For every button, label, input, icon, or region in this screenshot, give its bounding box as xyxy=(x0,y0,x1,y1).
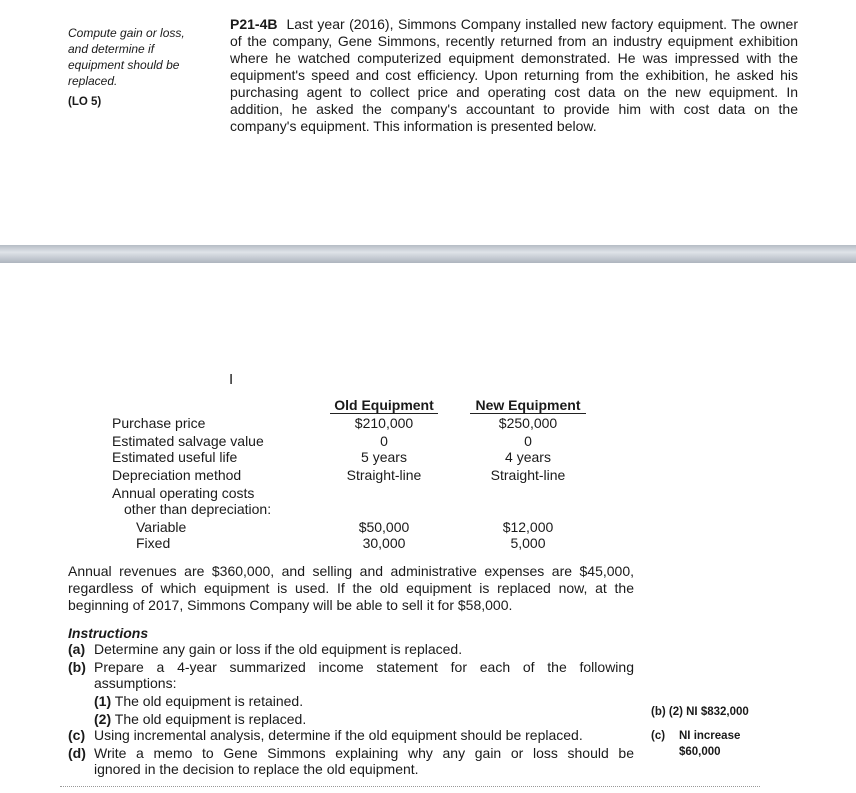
instructions-title: Instructions xyxy=(68,625,149,641)
new-value: $12,000 xyxy=(502,519,554,535)
new-value: 5,000 xyxy=(510,535,546,551)
new-value: Straight-line xyxy=(490,467,566,483)
instruction-tag: (a) xyxy=(68,641,86,657)
new-value: 4 years xyxy=(505,449,551,465)
old-value: $210,000 xyxy=(354,415,414,431)
old-value: Straight-line xyxy=(346,467,422,483)
instruction-tag: (1) xyxy=(94,693,112,709)
instruction-text: Prepare a 4-year summarized income statement for each of the following xyxy=(94,659,634,675)
instruction-text: Write a memo to Gene Simmons explaining why any gain or loss should be xyxy=(94,745,634,761)
row-label: Fixed xyxy=(136,535,171,551)
instruction-c xyxy=(68,727,583,744)
instruction-text: The old equipment is replaced. xyxy=(114,711,307,727)
old-value: 30,000 xyxy=(362,535,406,551)
old-equipment-header: Old Equipment xyxy=(330,397,438,414)
page-divider xyxy=(0,245,856,263)
margin-note-line: and determine if xyxy=(68,42,155,56)
instruction-tag: (c) xyxy=(68,727,86,743)
instruction-d xyxy=(68,745,634,762)
instruction-b-cont: assumptions: xyxy=(94,675,177,691)
row-label: Variable xyxy=(136,519,187,535)
learning-objective: (LO 5) xyxy=(68,96,102,108)
answer-c-tag: (c) xyxy=(651,730,666,742)
text-cursor-icon: I xyxy=(229,371,234,388)
instruction-tag: (2) xyxy=(94,711,112,727)
instruction-b2 xyxy=(94,711,306,728)
row-label: Estimated useful life xyxy=(112,449,238,465)
margin-note-line: Compute gain or loss, xyxy=(68,26,185,40)
margin-note-line: equipment should be xyxy=(68,58,180,72)
instruction-text: Using incremental analysis, determine if the old equipment should be replaced. xyxy=(94,727,583,743)
instruction-text: Determine any gain or loss if the old equipment is replaced. xyxy=(94,641,463,657)
new-value: 0 xyxy=(524,433,532,449)
instruction-b1 xyxy=(94,693,303,710)
instruction-text: The old equipment is retained. xyxy=(114,693,304,709)
row-label: Depreciation method xyxy=(112,467,242,483)
problem-statement xyxy=(230,16,798,135)
answer-c-line: $60,000 xyxy=(679,746,721,758)
old-value: $50,000 xyxy=(358,519,410,535)
revenue-paragraph: Annual revenues are $360,000, and selling and administrative expenses are $45,000, regardless of which equipment is used. If the old equipment is replaced now, at the beginning of 2017, Simmons Company will be able to sell it for $58,000. xyxy=(68,563,634,613)
margin-note xyxy=(68,25,208,89)
row-label: Annual operating costs xyxy=(112,485,255,501)
old-value: 5 years xyxy=(361,449,407,465)
new-value: $250,000 xyxy=(498,415,558,431)
margin-note-line: replaced. xyxy=(68,74,118,88)
answer-b: (b) (2) NI $832,000 xyxy=(651,706,749,718)
instruction-tag: (d) xyxy=(68,745,86,761)
problem-id: P21-4B xyxy=(230,16,278,32)
old-value: 0 xyxy=(380,433,388,449)
row-label: other than depreciation: xyxy=(124,501,272,517)
new-equipment-header: New Equipment xyxy=(470,397,586,414)
row-label: Estimated salvage value xyxy=(112,433,264,449)
instruction-tag: (b) xyxy=(68,659,86,675)
instruction-b xyxy=(68,659,634,676)
instruction-d-cont: ignored in the decision to replace the old equipment. xyxy=(94,761,419,777)
answer-c-line: NI increase xyxy=(679,730,741,742)
problem-text: Last year (2016), Simmons Company installed new factory equipment. The owner of the company, Gene Simmons, recently returned from an industry equipment exhibition where he watched computerized equipment demonstrated. He was impressed with the equipment's speed and cost efficiency. Upon returning from the exhibition, he asked his purchasing agent to collect price and operating cost data on the new equipment. In addition, he asked the company's accountant to provide him with cost data on the company's equipment. This information is presented below. xyxy=(230,16,799,134)
row-label: Purchase price xyxy=(112,415,206,431)
instruction-a xyxy=(68,641,462,658)
